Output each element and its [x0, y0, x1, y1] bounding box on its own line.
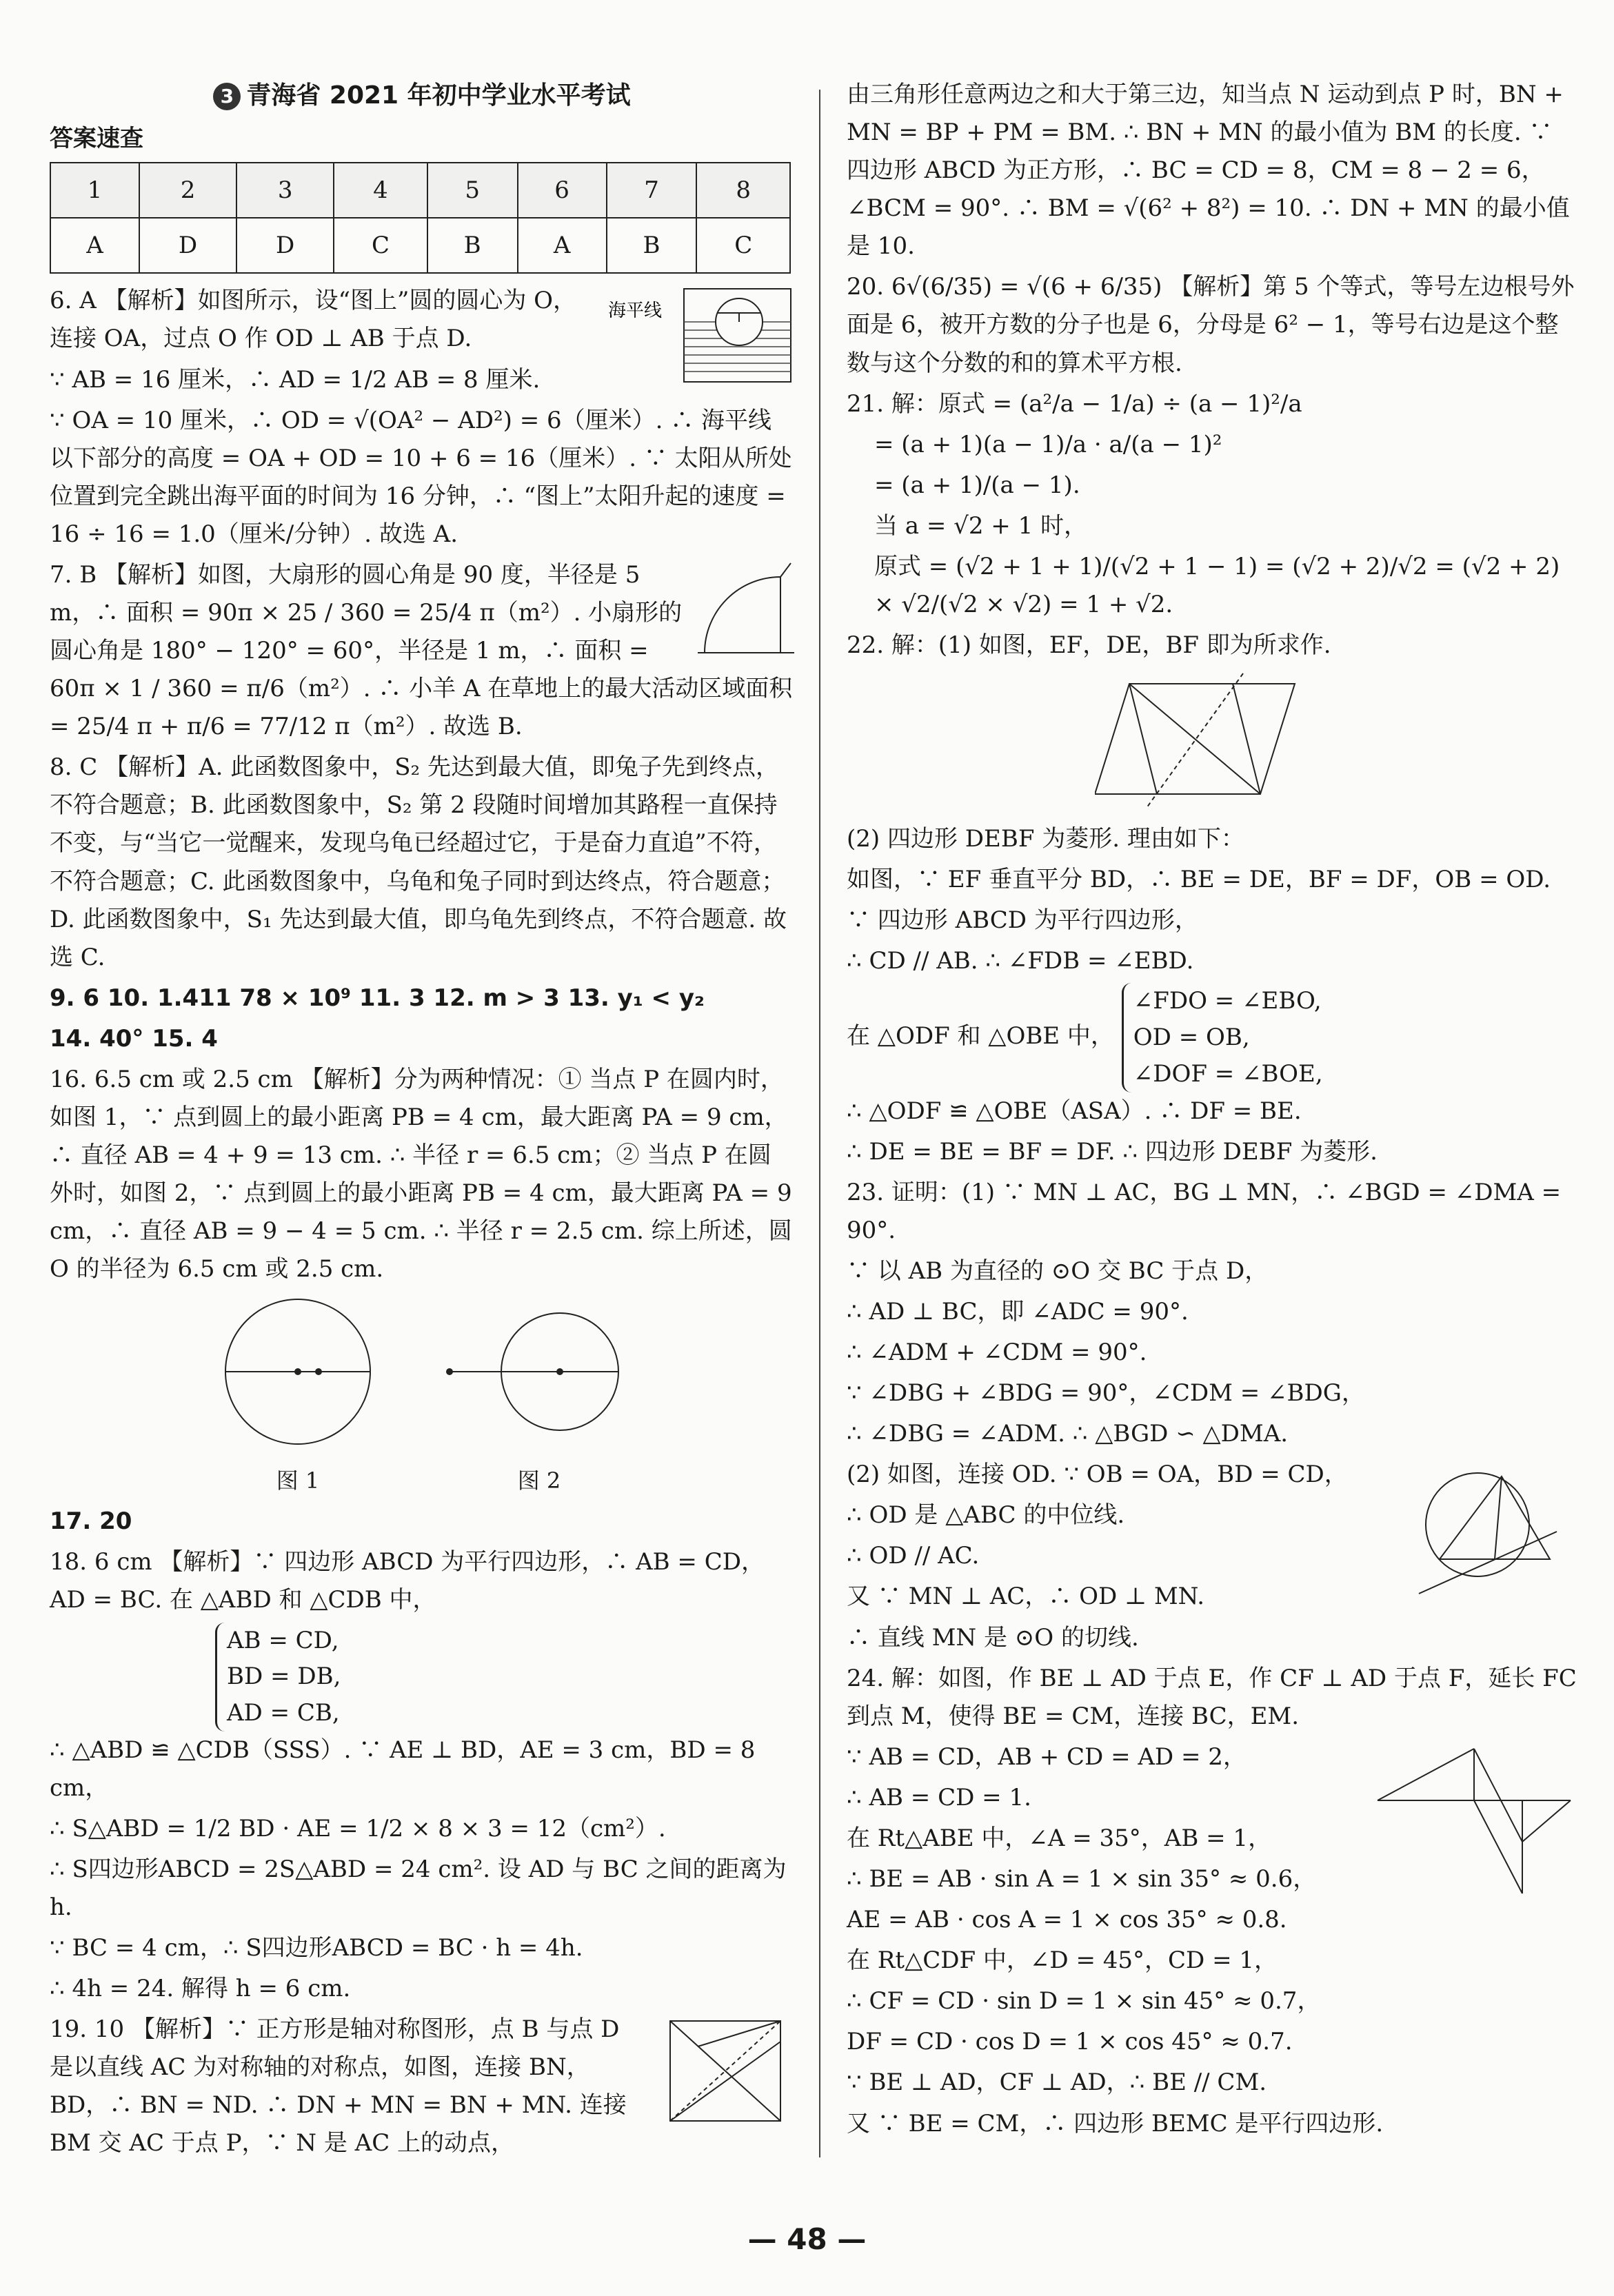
answer-22-system-row [847, 983, 1577, 1092]
answer-21: 21. 解：原式 = (a²/a − 1/a) ÷ (a − 1)²/a [847, 389, 1302, 418]
quick-answer-label: 答案速查 [50, 125, 143, 153]
column-divider [819, 90, 820, 2157]
table-cell: C [696, 218, 790, 273]
answer-21-step3: = (a + 1)/(a − 1). [874, 471, 1080, 499]
right-column [847, 76, 1577, 2146]
equation-line: AD = CB, [227, 1698, 340, 1727]
trapezoid-figure [1371, 1738, 1577, 1904]
equation-line: ∠FDO = ∠EBO, [1133, 987, 1322, 1015]
table-cell: C [334, 218, 427, 273]
sea-sun-figure [608, 282, 794, 385]
answer-18: 18. 6 cm 【解析】∵ 四边形 ABCD 为平行四边形，∴ AB = CD，AD = BC. 在 △ABD 和 △CDB 中， [50, 1548, 765, 1614]
answer-19: 19. 10 【解析】∵ 正方形是轴对称图形，点 B 与点 D 是以直线 AC 为对称轴的对称点，如图，连接 BN，BD，∴ BN = ND. ∴ DN + MN = BN + MN. 连接 BM 交 AC 于点 P，∵ N 是 AC 上的动点， [50, 2015, 627, 2157]
answer-6-line2: ∵ AB = 16 厘米，∴ AD = 1/2 AB = 8 厘米. [50, 365, 541, 394]
table-cell: A [50, 218, 139, 273]
table-cell: D [236, 218, 334, 273]
answer-18-line3: ∴ S△ABD = 1/2 BD · AE = 1/2 × 8 × 3 = 12（cm²）. [50, 1814, 666, 1842]
answer-23-line10: 又 ∵ MN ⊥ AC，∴ OD ⊥ MN. [847, 1583, 1205, 1611]
figure-2-caption: 图 2 [517, 1467, 561, 1494]
table-cell: B [607, 218, 697, 273]
answer-24-line2: ∵ AB = CD，AB + CD = AD = 2， [847, 1743, 1247, 1771]
sea-level-label: 海平线 [608, 301, 663, 322]
answer-table-answers-row [50, 218, 790, 273]
figure-1 [201, 1292, 394, 1499]
section-title [50, 76, 794, 116]
table-cell: 7 [607, 163, 697, 218]
table-cell: 2 [139, 163, 236, 218]
answer-7: 7. B 【解析】如图，大扇形的圆心角是 90 度，半径是 5 m，∴ 面积 = 90π × 25 / 360 = 25/4 π（m²）. 小扇形的圆心角是 180° − 120° = 60°，半径是 1 m，∴ 面积 = 60π × 1 / 360 = π/6（m²）. ∴ 小羊 A 在草地上的最大活动区域面积 = 25/4 π + π/6 = 77/12 π（m²）. 故选 B. [50, 560, 793, 741]
answer-22-line6: ∴ △ODF ≌ △OBE（ASA）. ∴ DF = BE. [847, 1097, 1302, 1125]
answer-22-line7: ∴ DE = BE = BF = DF. ∴ 四边形 DEBF 为菱形. [847, 1137, 1378, 1166]
answer-24-line8: ∴ CF = CD · sin D = 1 × sin 45° ≈ 0.7， [847, 1987, 1321, 2015]
table-cell: A [518, 218, 607, 273]
answer-24-line3: ∴ AB = CD = 1. [847, 1783, 1031, 1811]
answer-22-line3: ∵ 四边形 ABCD 为平行四边形， [847, 906, 1198, 935]
answer-24-line7: 在 Rt△CDF 中，∠D = 45°，CD = 1， [847, 1947, 1278, 1975]
equation-line: OD = OB, [1133, 1024, 1250, 1052]
answer-23: 23. 证明：(1) ∵ MN ⊥ AC，BG ⊥ MN，∴ ∠BGD = ∠DMA = 90°. [847, 1178, 1562, 1244]
circle-figures [50, 1292, 794, 1499]
figure-2 [436, 1292, 643, 1499]
answer-24-line10: ∵ BE ⊥ AD，CF ⊥ AD，∴ BE // CM. [847, 2069, 1267, 2097]
table-cell: 6 [518, 163, 607, 218]
circle-figure-1 [201, 1292, 394, 1451]
equation-line: AB = CD, [227, 1626, 339, 1654]
answer-23-line4: ∴ ∠ADM + ∠CDM = 90°. [847, 1339, 1147, 1367]
answer-20: 20. 6√(6/35) = √(6 + 6/35) 【解析】第 5 个等式，等号左边根号外面是 6，被开方数的分子也是 6，分母是 6² − 1，等号右边是这个整数与这个分数的和的算术平方根. [847, 273, 1575, 377]
parallelogram-figure [1095, 670, 1329, 815]
answer-24-line6: AE = AB · cos A = 1 × cos 35° ≈ 0.8. [847, 1906, 1287, 1934]
answer-23-part2: (2) 如图，连接 OD. ∵ OB = OA，BD = CD， [847, 1461, 1348, 1489]
answer-23-line6: ∴ ∠DBG = ∠ADM. ∴ △BGD ∽ △DMA. [847, 1420, 1289, 1448]
table-cell: D [139, 218, 236, 273]
equation-line: BD = DB, [227, 1663, 341, 1691]
table-cell: 1 [50, 163, 139, 218]
square-figure [656, 2011, 794, 2128]
answer-23-line11: ∴ 直线 MN 是 ⊙O 的切线. [847, 1623, 1139, 1652]
table-cell: 3 [236, 163, 334, 218]
table-cell: 5 [427, 163, 518, 218]
answers-14-15: 14. 40° 15. 4 [50, 1024, 218, 1053]
answer-23-line2: ∵ 以 AB 为直径的 ⊙O 交 BC 于点 D， [847, 1257, 1269, 1285]
answer-21-step4: 当 a = √2 + 1 时， [874, 511, 1088, 540]
answer-22-line4: ∴ CD // AB. ∴ ∠FDB = ∠EBD. [847, 947, 1194, 975]
answer-21-step2: = (a + 1)(a − 1)/a · a/(a − 1)² [874, 430, 1222, 458]
answer-24-line9: DF = CD · cos D = 1 × cos 45° ≈ 0.7. [847, 2028, 1293, 2056]
figure-1-caption: 图 1 [276, 1467, 320, 1494]
answer-table-numbers-row [50, 163, 790, 218]
equation-system-22 [1122, 983, 1323, 1092]
equation-line: ∠DOF = ∠BOE, [1133, 1059, 1323, 1088]
table-cell: B [427, 218, 518, 273]
answer-18-line2: ∴ △ABD ≌ △CDB（SSS）. ∵ AE ⊥ BD，AE = 3 cm，BD = 8 cm， [50, 1736, 756, 1802]
answer-8: 8. C 【解析】A. 此函数图象中，S₂ 先达到最大值，即兔子先到终点，不符合题意；B. 此函数图象中，S₂ 第 2 段随时间增加其路程一直保持不变，与“当它一觉醒来，发现乌龟已经超过它，于是奋力直追”不符，不符合题意；C. 此函数图象中，乌龟和兔子同时到达终点，符合题意；D. 此函数图象中，S₁ 先达到最大值，即乌龟先到终点，不符合题意. 故选 C. [50, 753, 787, 971]
answer-16: 16. 6.5 cm 或 2.5 cm 【解析】分为两种情况：① 当点 P 在圆内时，如图 1，∵ 点到圆上的最小距离 PB = 4 cm，最大距离 PA = 9 cm，∴ 直径 AB = 4 + 9 = 13 cm. ∴ 半径 r = 6.5 cm；② 当点 P 在圆外时，如图 2，∵ 点到圆上的最小距离 PB = 4 cm，最大距离 PA = 9 cm，∴ 直径 AB = 9 − 4 = 5 cm. ∴ 半径 r = 2.5 cm. 综上所述，圆 O 的半径为 6.5 cm 或 2.5 cm. [50, 1065, 792, 1283]
answer-6: 6. A 【解析】如图所示，设“图上”圆的圆心为 O，连接 OA，过点 O 作 OD ⊥ AB 于点 D. [50, 287, 577, 353]
answer-23-line5: ∵ ∠DBG + ∠BDG = 90°，∠CDM = ∠BDG， [847, 1379, 1365, 1408]
answer-22: 22. 解：(1) 如图，EF，DE，BF 即为所求作. [847, 631, 1331, 660]
answer-17: 17. 20 [50, 1507, 132, 1536]
page-number: — 48 — [747, 2222, 867, 2256]
section-number-badge: 3 [213, 83, 241, 110]
answer-18-line4: ∴ S四边形ABCD = 2S△ABD = 24 cm². 设 AD 与 BC 之间的距离为 h. [50, 1855, 787, 1921]
answer-23-line3: ∴ AD ⊥ BC，即 ∠ADC = 90°. [847, 1297, 1189, 1325]
answer-6-line3: ∵ OA = 10 厘米，∴ OD = √(OA² − AD²) = 6（厘米）. ∴ 海平线以下部分的高度 = OA + OD = 10 + 6 = 16（厘米）. ∵ 太阳从所处位置到完全跳出海平面的时间为 16 分钟，∴ “图上”太阳升起的速度 = 16 ÷ 16 = 1.0（厘米/分钟）. 故选 A. [50, 406, 792, 548]
sector-figure [698, 556, 794, 660]
answer-23-line9: ∴ OD // AC. [847, 1542, 980, 1570]
answer-22-part2: (2) 四边形 DEBF 为菱形. 理由如下： [847, 825, 1244, 853]
answer-23-line8: ∴ OD 是 △ABC 的中位线. [847, 1501, 1125, 1530]
table-cell: 4 [334, 163, 427, 218]
title-text: 青海省 2021 年初中学业水平考试 [246, 81, 631, 110]
answer-21-step5: 原式 = (√2 + 1 + 1)/(√2 + 1 − 1) = (√2 + 2)/√2 = (√2 + 2) × √2/(√2 × √2) = 1 + √2. [874, 552, 1560, 619]
answer-18-line6: ∴ 4h = 24. 解得 h = 6 cm. [50, 1975, 351, 2003]
circle-figure-2 [436, 1292, 643, 1451]
circle-triangle-figure [1412, 1456, 1577, 1607]
equation-system-18 [215, 1623, 341, 1731]
answer-24-line5: ∴ BE = AB · sin A = 1 × sin 35° ≈ 0.6， [847, 1865, 1317, 1893]
left-column [50, 76, 794, 2165]
answers-9-13: 9. 6 10. 1.411 78 × 10⁹ 11. 3 12. m > 3 13. y₁ < y₂ [50, 984, 705, 1012]
answer-24-line11: 又 ∵ BE = CM，∴ 四边形 BEMC 是平行四边形. [847, 2109, 1384, 2137]
answer-24: 24. 解：如图，作 BE ⊥ AD 于点 E，作 CF ⊥ AD 于点 F，延长 FC 到点 M，使得 BE = CM，连接 BC，EM. [847, 1664, 1577, 1730]
answer-24-line4: 在 Rt△ABE 中，∠A = 35°，AB = 1， [847, 1824, 1272, 1852]
answer-table [50, 162, 791, 274]
table-cell: 8 [696, 163, 790, 218]
answer-18-line5: ∵ BC = 4 cm，∴ S四边形ABCD = BC · h = 4h. [50, 1934, 583, 1962]
answer-22-line5: 在 △ODF 和 △OBE 中， [847, 1022, 1114, 1050]
answer-19-continued: 由三角形任意两边之和大于第三边，知当点 N 运动到点 P 时，BN + MN = BP + PM = BM. ∴ BN + MN 的最小值为 BM 的长度. ∵ 四边形 ABCD 为正方形，∴ BC = CD = 8，CM = 8 − 2 = 6，∠BCM = 90°. ∴ BM = √(6² + 8²) = 10. ∴ DN + MN 的最小值是 10. [847, 81, 1570, 261]
answer-22-line2: 如图，∵ EF 垂直平分 BD，∴ BE = DE，BF = DF，OB = OD. [847, 866, 1551, 894]
